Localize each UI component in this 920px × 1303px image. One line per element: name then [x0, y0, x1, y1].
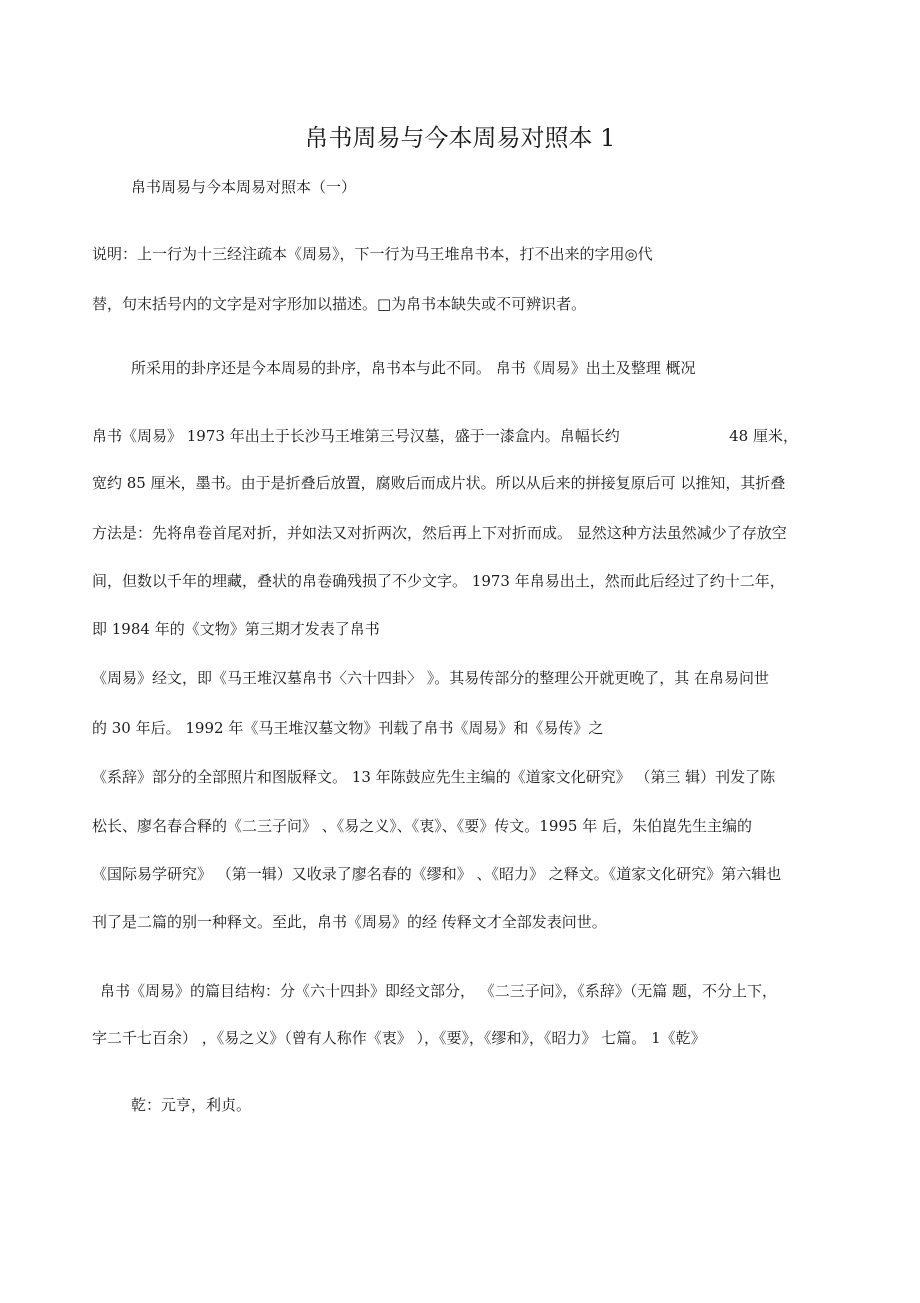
paragraph-1-line-1-start: 帛书《周易》 1973 年出土于长沙马王堆第三号汉墓，盛于一漆盒内。帛幅长约 [92, 427, 620, 445]
paragraph-3-line-2: 松长、廖名春合释的《二三子问》 、《易之义》、《衷》、《要》传文。1995 年 后，朱伯崑先生主编的 [92, 817, 752, 835]
subtitle: 帛书周易与今本周易对照本（一） [131, 178, 357, 196]
paragraph-1-line-2: 宽约 85 厘米，墨书。由于是折叠后放置，腐败后而成片状。所以从后来的拼接复原后可 以推知，其折叠 [92, 474, 786, 492]
paragraph-3-line-1: 《系辞》部分的全部照片和图版释文。 13 年陈鼓应先生主编的《道家文化研究》 （第三 辑）刊发了陈 [92, 768, 776, 786]
paragraph-3-line-4: 刊了是二篇的别一种释文。至此，帛书《周易》的经 传释文才全部发表问世。 [92, 913, 607, 931]
hexagram-qian-line: 乾：元亨，利贞。 [131, 1096, 252, 1114]
page-title: 帛书周易与今本周易对照本 1 [304, 124, 616, 152]
paragraph-2-line-1: 《周易》经文，即《马王堆汉墓帛书〈六十四卦〉 》。其易传部分的整理公开就更晚了，其 在帛易问世 [92, 669, 770, 687]
note-line-2: 替，句末括号内的文字是对字形加以描述。□为帛书本缺失或不可辨识者。 [92, 295, 587, 313]
paragraph-3-line-3: 《国际易学研究》 （第一辑）又收录了廖名春的《缪和》 、《昭力》 之释文。《道家文化研究》第六辑也 [92, 865, 782, 883]
paragraph-4-line-1: 帛书《周易》的篇目结构：分《六十四卦》即经文部分， 《二三子问》，《系辞》（无篇 题，不分上下， [100, 982, 778, 1000]
paragraph-4-line-2: 字二千七百余） ，《易之义》（曾有人称作《衷》 ），《要》，《缪和》，《昭力》 七篇。 1《乾》 [92, 1029, 706, 1047]
paragraph-1-line-3: 方法是：先将帛卷首尾对折，并如法又对折两次，然后再上下对折而成。 显然这种方法虽然减少了存放空 [92, 524, 787, 542]
paragraph-2-line-2: 的 30 年后。 1992 年《马王堆汉墓文物》刊载了帛书《周易》和《易传》之 [92, 719, 604, 737]
intro-line: 所采用的卦序还是今本周易的卦序，帛书本与此不同。 帛书《周易》出土及整理 概况 [131, 359, 696, 377]
paragraph-1-line-1 [92, 426, 798, 446]
paragraph-1-line-5: 即 1984 年的《文物》第三期才发表了帛书 [92, 620, 380, 638]
paragraph-1-line-1-end: 48 厘米， [729, 427, 798, 445]
note-line-1: 说明：上一行为十三经注疏本《周易》，下一行为马王堆帛书本，打不出来的字用◎代 [92, 245, 653, 263]
paragraph-1-line-4: 间，但数以千年的埋藏，叠状的帛卷确残损了不少文字。 1973 年帛易出土，然而此后经过了约十二年， [92, 572, 785, 590]
